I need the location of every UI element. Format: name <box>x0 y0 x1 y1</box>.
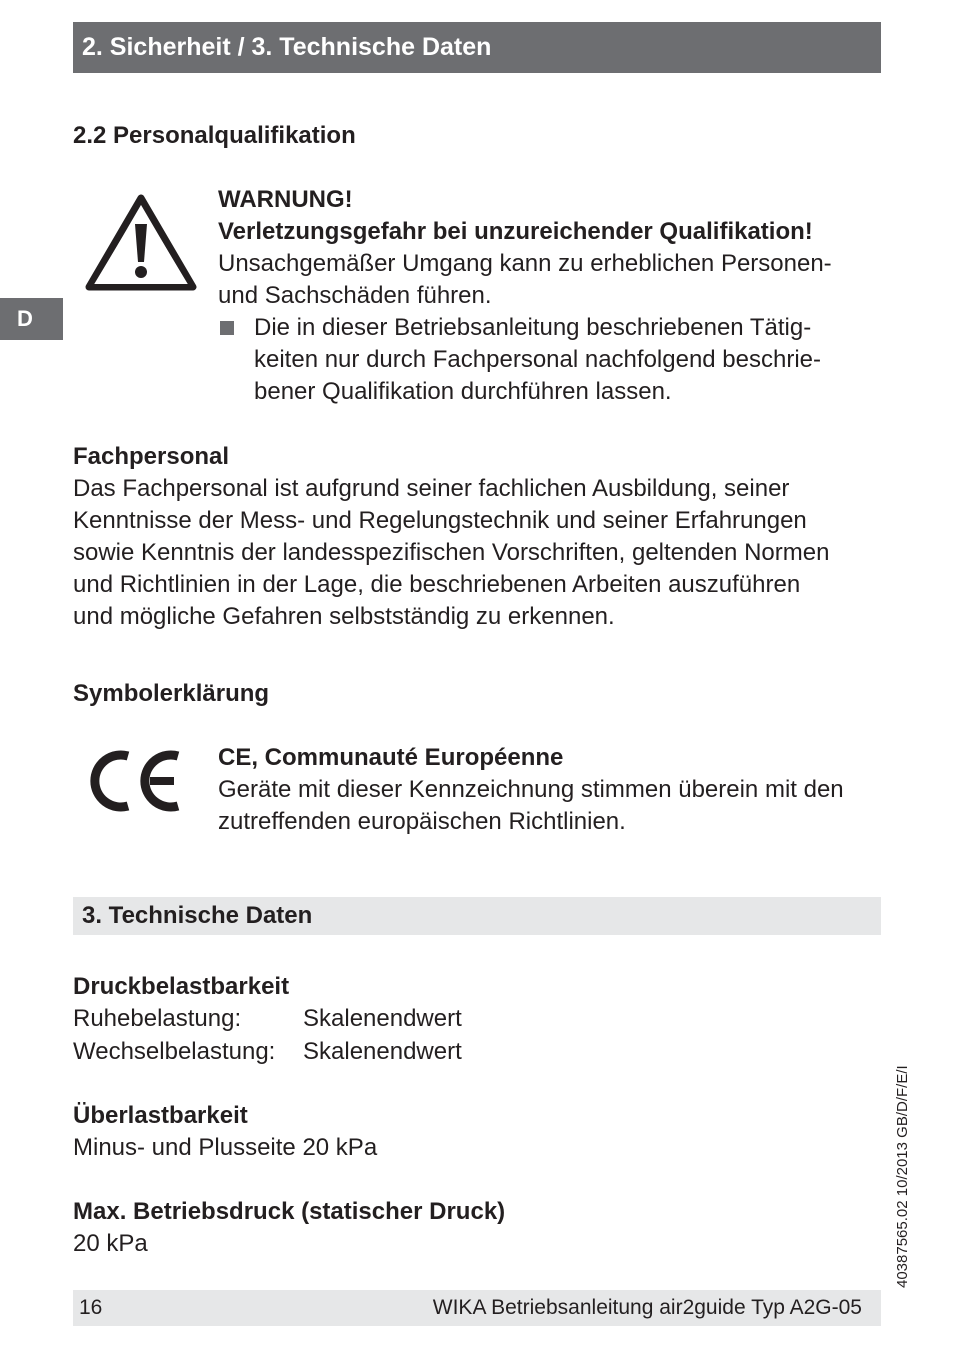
max-betriebsdruck-heading: Max. Betriebsdruck (statischer Druck) <box>73 1198 506 1225</box>
warning-bullet <box>254 312 821 408</box>
warning-bullet-line: Die in dieser Betriebsanleitung beschriebenen Tätig- <box>254 314 812 341</box>
ueberlastbarkeit-heading: Überlastbarkeit <box>73 1102 248 1129</box>
warning-text-line: Unsachgemäßer Umgang kann zu erheblichen Personen- <box>218 250 832 277</box>
ce-description-line: Geräte mit dieser Kennzeichnung stimmen überein mit den <box>218 776 844 803</box>
symbolerklaerung-heading: Symbolerklärung <box>73 680 270 707</box>
warning-bullet-line: keiten nur durch Fachpersonal nachfolgend beschrie- <box>254 346 822 373</box>
warning-text <box>218 248 832 312</box>
page-footer <box>73 1290 881 1326</box>
ce-description-line: zutreffenden europäischen Richtlinien. <box>218 808 626 835</box>
warning-text-line: und Sachschäden führen. <box>218 282 492 309</box>
max-betriebsdruck-text: 20 kPa <box>73 1230 148 1257</box>
document-code: 40387565.02 10/2013 GB/D/F/E/I <box>894 1065 911 1288</box>
fachpersonal-heading: Fachpersonal <box>73 443 230 470</box>
fachpersonal-line: und Richtlinien in der Lage, die beschriebenen Arbeiten auszuführen <box>73 571 801 598</box>
fachpersonal-line: Kenntnisse der Mess- und Regelungstechnik und seiner Erfahrungen <box>73 507 807 534</box>
druck-row <box>73 1003 462 1035</box>
ce-title: CE, Communauté Européenne <box>218 744 564 771</box>
druck-row-value: Skalenendwert <box>303 1038 462 1065</box>
druck-row-label: Ruhebelastung: <box>73 1005 242 1032</box>
fachpersonal-line: Das Fachpersonal ist aufgrund seiner fachlichen Ausbildung, seiner <box>73 475 790 502</box>
page-number: 16 <box>79 1296 103 1319</box>
footer-title: WIKA Betriebsanleitung air2guide Typ A2G-05 <box>432 1296 862 1319</box>
fachpersonal-line: und mögliche Gefahren selbstständig zu erkennen. <box>73 603 615 630</box>
warning-triangle-icon <box>84 192 198 297</box>
fachpersonal-line: sowie Kenntnis der landesspezifischen Vorschriften, geltenden Normen <box>73 539 830 566</box>
section-heading-personalqualifikation: 2.2 Personalqualifikation <box>73 122 356 149</box>
bullet-square <box>220 321 234 340</box>
ce-description <box>218 774 844 838</box>
fachpersonal-paragraph <box>73 473 829 633</box>
page-header: 2. Sicherheit / 3. Technische Daten <box>73 22 881 73</box>
warning-subtitle: Verletzungsgefahr bei unzureichender Qualifikation! <box>218 218 813 245</box>
section-heading-technische-daten: 3. Technische Daten <box>73 897 881 935</box>
druck-row <box>73 1036 462 1068</box>
warning-bullet-line: bener Qualifikation durchführen lassen. <box>254 378 672 405</box>
warning-title: WARNUNG! <box>218 186 353 213</box>
druckbelastbarkeit-heading: Druckbelastbarkeit <box>73 973 290 1000</box>
language-tab: D <box>0 298 63 340</box>
ueberlastbarkeit-text: Minus- und Plusseite 20 kPa <box>73 1134 378 1161</box>
druck-row-value: Skalenendwert <box>303 1005 462 1032</box>
ce-mark-icon <box>88 748 182 819</box>
druck-row-label: Wechselbelastung: <box>73 1038 276 1065</box>
